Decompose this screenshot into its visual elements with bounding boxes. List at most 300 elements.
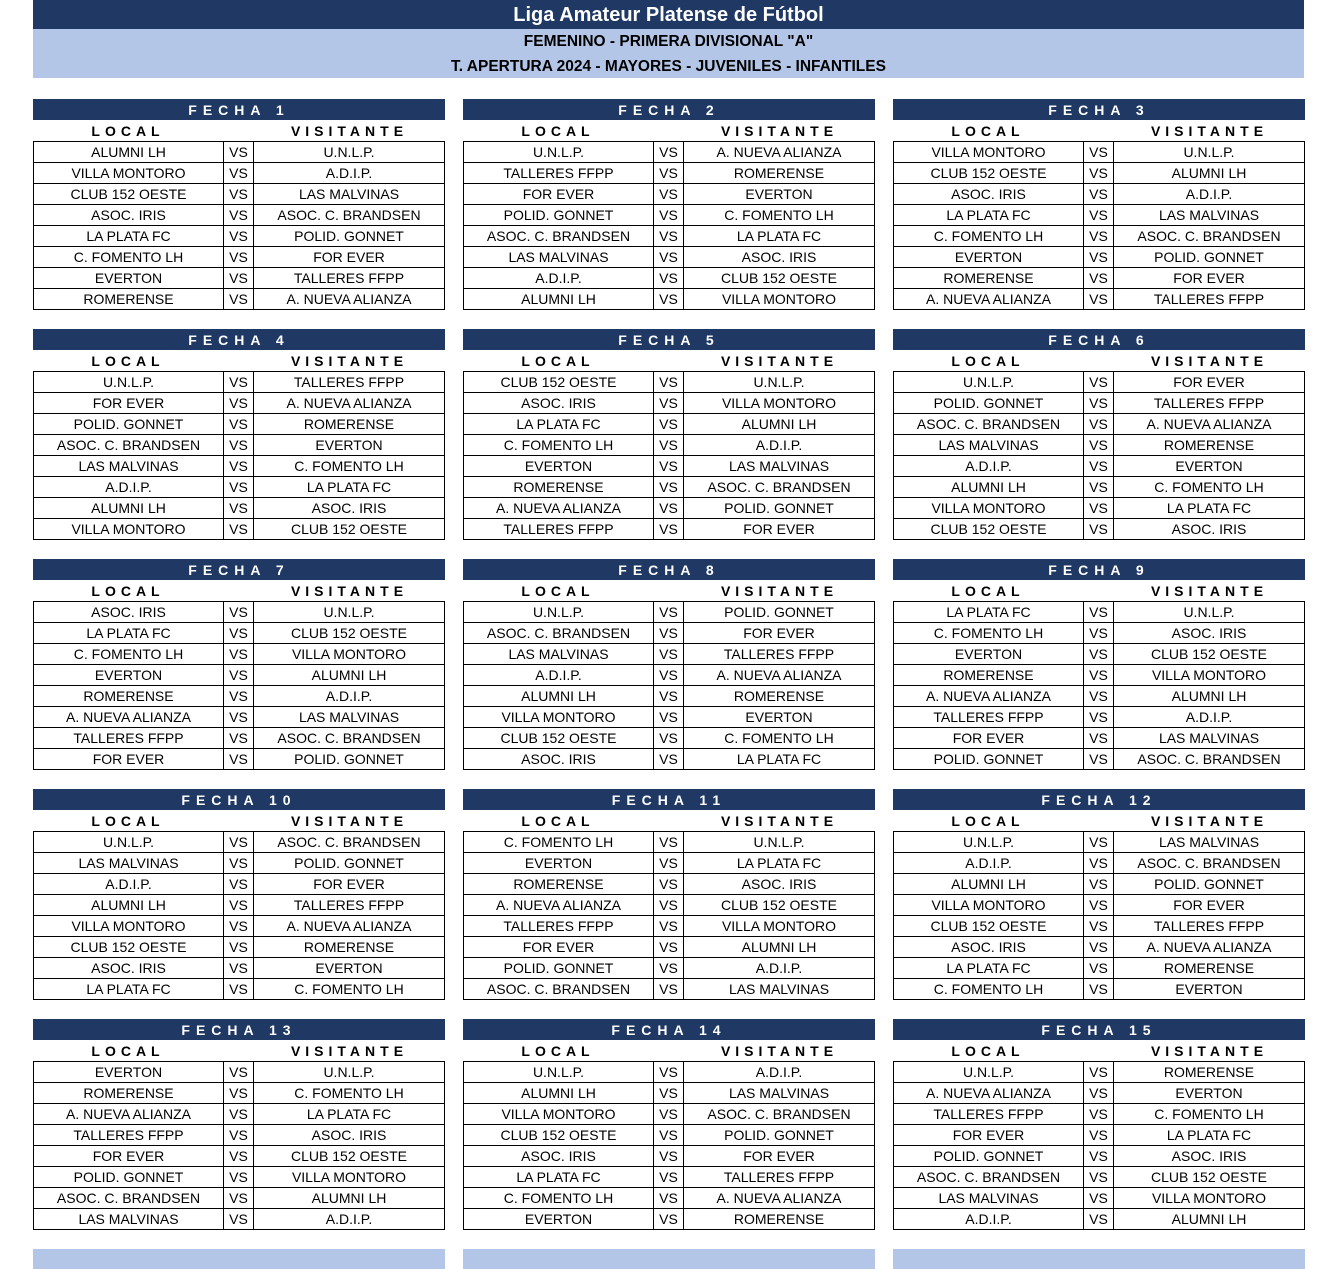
fecha-title: FECHA 2 xyxy=(463,99,875,120)
visiting-team: ROMERENSE xyxy=(684,686,875,707)
match-row xyxy=(34,1104,445,1125)
local-team: U.N.L.P. xyxy=(34,832,224,853)
fecha-title: FECHA 13 xyxy=(33,1019,445,1040)
visiting-team: ASOC. C. BRANDSEN xyxy=(1114,853,1305,874)
visiting-team: EVERTON xyxy=(1114,1083,1305,1104)
visiting-team: TALLERES FFPP xyxy=(254,895,445,916)
visiting-team: TALLERES FFPP xyxy=(1114,393,1305,414)
fecha-title: FECHA 1 xyxy=(33,99,445,120)
local-team: ASOC. IRIS xyxy=(464,393,654,414)
match-row xyxy=(464,832,875,853)
vs-label: VS xyxy=(1084,1188,1114,1209)
visiting-team: A.D.I.P. xyxy=(684,435,875,456)
visiting-team: C. FOMENTO LH xyxy=(254,1083,445,1104)
match-row xyxy=(894,728,1305,749)
local-team: A. NUEVA ALIANZA xyxy=(464,498,654,519)
local-team: TALLERES FFPP xyxy=(464,163,654,184)
local-team: VILLA MONTORO xyxy=(894,142,1084,163)
visiting-team: ASOC. C. BRANDSEN xyxy=(254,205,445,226)
visitante-header: VISITANTE xyxy=(1150,813,1269,829)
vs-label: VS xyxy=(1084,728,1114,749)
vs-label: VS xyxy=(1084,937,1114,958)
match-row xyxy=(894,456,1305,477)
local-header: LOCAL xyxy=(91,353,165,369)
vs-label: VS xyxy=(224,142,254,163)
fecha-title: FECHA 12 xyxy=(893,789,1305,810)
fecha-title: FECHA 8 xyxy=(463,559,875,580)
match-row xyxy=(464,958,875,979)
visiting-team: TALLERES FFPP xyxy=(684,1167,875,1188)
local-team: C. FOMENTO LH xyxy=(894,979,1084,1000)
visiting-team: A. NUEVA ALIANZA xyxy=(684,665,875,686)
vs-label: VS xyxy=(654,184,684,205)
visiting-team: C. FOMENTO LH xyxy=(254,979,445,1000)
fecha-block xyxy=(463,789,875,1000)
match-row xyxy=(34,602,445,623)
vs-label: VS xyxy=(224,1188,254,1209)
match-row xyxy=(34,268,445,289)
local-team: A. NUEVA ALIANZA xyxy=(464,895,654,916)
vs-label: VS xyxy=(654,1167,684,1188)
vs-label: VS xyxy=(224,916,254,937)
local-team: A.D.I.P. xyxy=(894,1209,1084,1230)
local-team: U.N.L.P. xyxy=(894,372,1084,393)
match-row xyxy=(894,247,1305,268)
match-row xyxy=(464,916,875,937)
local-team: TALLERES FFPP xyxy=(894,1104,1084,1125)
visiting-team: TALLERES FFPP xyxy=(254,372,445,393)
footer-band xyxy=(33,1249,445,1269)
visiting-team: LA PLATA FC xyxy=(684,853,875,874)
matches-table xyxy=(463,831,875,1000)
visiting-team: ROMERENSE xyxy=(1114,1062,1305,1083)
local-team: CLUB 152 OESTE xyxy=(464,728,654,749)
vs-label: VS xyxy=(224,707,254,728)
local-team: FOR EVER xyxy=(34,1146,224,1167)
match-row xyxy=(464,163,875,184)
matches-table xyxy=(893,601,1305,770)
visitante-header: VISITANTE xyxy=(1150,353,1269,369)
local-team: EVERTON xyxy=(34,1062,224,1083)
visiting-team: ALUMNI LH xyxy=(1114,163,1305,184)
visiting-team: A.D.I.P. xyxy=(254,163,445,184)
visiting-team: ASOC. C. BRANDSEN xyxy=(1114,226,1305,247)
vs-label: VS xyxy=(1084,393,1114,414)
visiting-team: ASOC. C. BRANDSEN xyxy=(254,832,445,853)
visitante-header: VISITANTE xyxy=(720,123,839,139)
local-team: POLID. GONNET xyxy=(894,1146,1084,1167)
vs-label: VS xyxy=(654,1083,684,1104)
vs-label: VS xyxy=(1084,665,1114,686)
visiting-team: ALUMNI LH xyxy=(684,937,875,958)
local-team: TALLERES FFPP xyxy=(894,707,1084,728)
match-row xyxy=(464,1209,875,1230)
fecha-title: FECHA 4 xyxy=(33,329,445,350)
local-team: ROMERENSE xyxy=(894,665,1084,686)
match-row xyxy=(894,414,1305,435)
match-row xyxy=(894,979,1305,1000)
vs-label: VS xyxy=(654,853,684,874)
match-row xyxy=(34,289,445,310)
vs-label: VS xyxy=(1084,205,1114,226)
vs-label: VS xyxy=(1084,372,1114,393)
match-row xyxy=(894,477,1305,498)
vs-label: VS xyxy=(1084,289,1114,310)
visiting-team: U.N.L.P. xyxy=(684,832,875,853)
visiting-team: A. NUEVA ALIANZA xyxy=(1114,937,1305,958)
vs-label: VS xyxy=(224,1083,254,1104)
fecha-block xyxy=(893,1019,1305,1230)
vs-label: VS xyxy=(654,519,684,540)
local-team: VILLA MONTORO xyxy=(894,498,1084,519)
local-team: CLUB 152 OESTE xyxy=(464,1125,654,1146)
vs-label: VS xyxy=(1084,435,1114,456)
vs-label: VS xyxy=(1084,895,1114,916)
vs-label: VS xyxy=(224,958,254,979)
local-team: ASOC. C. BRANDSEN xyxy=(894,414,1084,435)
local-team: ASOC. IRIS xyxy=(894,937,1084,958)
visiting-team: ALUMNI LH xyxy=(1114,1209,1305,1230)
league-title: Liga Amateur Platense de Fútbol xyxy=(33,0,1304,29)
visiting-team: FOR EVER xyxy=(1114,895,1305,916)
visiting-team: VILLA MONTORO xyxy=(684,289,875,310)
local-team: U.N.L.P. xyxy=(894,832,1084,853)
vs-label: VS xyxy=(224,498,254,519)
local-team: LA PLATA FC xyxy=(894,602,1084,623)
local-team: CLUB 152 OESTE xyxy=(894,163,1084,184)
match-row xyxy=(34,435,445,456)
visiting-team: ASOC. IRIS xyxy=(684,247,875,268)
visiting-team: ASOC. IRIS xyxy=(1114,1146,1305,1167)
vs-label: VS xyxy=(224,665,254,686)
local-header: LOCAL xyxy=(521,353,595,369)
vs-label: VS xyxy=(654,623,684,644)
vs-label: VS xyxy=(654,372,684,393)
match-row xyxy=(464,184,875,205)
local-team: A. NUEVA ALIANZA xyxy=(894,1083,1084,1104)
match-row xyxy=(464,1188,875,1209)
local-header: LOCAL xyxy=(91,813,165,829)
vs-label: VS xyxy=(654,979,684,1000)
match-row xyxy=(894,163,1305,184)
local-header: LOCAL xyxy=(951,353,1025,369)
vs-label: VS xyxy=(654,393,684,414)
vs-label: VS xyxy=(654,498,684,519)
header-band xyxy=(33,29,1304,78)
match-row xyxy=(894,268,1305,289)
local-team: EVERTON xyxy=(34,268,224,289)
visiting-team: C. FOMENTO LH xyxy=(254,456,445,477)
local-team: C. FOMENTO LH xyxy=(894,623,1084,644)
visiting-team: A. NUEVA ALIANZA xyxy=(684,142,875,163)
local-team: CLUB 152 OESTE xyxy=(464,372,654,393)
match-row xyxy=(34,728,445,749)
match-row xyxy=(34,226,445,247)
match-row xyxy=(464,498,875,519)
match-row xyxy=(464,707,875,728)
vs-label: VS xyxy=(224,895,254,916)
visiting-team: VILLA MONTORO xyxy=(684,393,875,414)
visiting-team: A.D.I.P. xyxy=(684,958,875,979)
local-team: POLID. GONNET xyxy=(894,749,1084,770)
match-row xyxy=(34,184,445,205)
column-headers xyxy=(33,580,445,601)
visiting-team: LAS MALVINAS xyxy=(684,456,875,477)
match-row xyxy=(34,1167,445,1188)
matches-table xyxy=(463,601,875,770)
local-team: CLUB 152 OESTE xyxy=(894,519,1084,540)
visiting-team: ALUMNI LH xyxy=(1114,686,1305,707)
match-row xyxy=(34,372,445,393)
vs-label: VS xyxy=(1084,226,1114,247)
column-headers xyxy=(33,120,445,141)
visiting-team: LAS MALVINAS xyxy=(684,979,875,1000)
match-row xyxy=(894,958,1305,979)
visiting-team: LAS MALVINAS xyxy=(1114,832,1305,853)
visiting-team: C. FOMENTO LH xyxy=(1114,477,1305,498)
local-team: A.D.I.P. xyxy=(34,874,224,895)
vs-label: VS xyxy=(1084,979,1114,1000)
visiting-team: ROMERENSE xyxy=(1114,958,1305,979)
visiting-team: LA PLATA FC xyxy=(254,1104,445,1125)
local-team: POLID. GONNET xyxy=(34,414,224,435)
vs-label: VS xyxy=(1084,1125,1114,1146)
vs-label: VS xyxy=(224,268,254,289)
match-row xyxy=(34,1062,445,1083)
footer-band xyxy=(463,1249,875,1269)
visiting-team: LA PLATA FC xyxy=(1114,498,1305,519)
vs-label: VS xyxy=(654,414,684,435)
vs-label: VS xyxy=(654,1104,684,1125)
matches-table xyxy=(463,371,875,540)
vs-label: VS xyxy=(224,1146,254,1167)
vs-label: VS xyxy=(654,142,684,163)
vs-label: VS xyxy=(224,289,254,310)
match-row xyxy=(464,686,875,707)
match-row xyxy=(894,1188,1305,1209)
match-row xyxy=(34,393,445,414)
local-team: POLID. GONNET xyxy=(34,1167,224,1188)
visiting-team: A. NUEVA ALIANZA xyxy=(254,289,445,310)
vs-label: VS xyxy=(224,247,254,268)
visiting-team: LAS MALVINAS xyxy=(254,707,445,728)
matches-table xyxy=(893,1061,1305,1230)
column-headers xyxy=(463,1040,875,1061)
visiting-team: ASOC. C. BRANDSEN xyxy=(1114,749,1305,770)
visitante-header: VISITANTE xyxy=(290,123,409,139)
local-team: LA PLATA FC xyxy=(464,414,654,435)
vs-label: VS xyxy=(654,163,684,184)
local-team: ALUMNI LH xyxy=(464,686,654,707)
match-row xyxy=(894,435,1305,456)
fecha-title: FECHA 6 xyxy=(893,329,1305,350)
vs-label: VS xyxy=(224,226,254,247)
match-row xyxy=(34,414,445,435)
match-row xyxy=(464,1146,875,1167)
match-row xyxy=(894,205,1305,226)
match-row xyxy=(34,874,445,895)
local-team: LAS MALVINAS xyxy=(464,247,654,268)
local-team: TALLERES FFPP xyxy=(34,1125,224,1146)
visiting-team: ASOC. IRIS xyxy=(1114,623,1305,644)
match-row xyxy=(464,142,875,163)
visitante-header: VISITANTE xyxy=(1150,123,1269,139)
visitante-header: VISITANTE xyxy=(720,1043,839,1059)
visiting-team: FOR EVER xyxy=(254,874,445,895)
local-team: ASOC. C. BRANDSEN xyxy=(34,435,224,456)
visitante-header: VISITANTE xyxy=(1150,583,1269,599)
match-row xyxy=(894,686,1305,707)
matches-table xyxy=(33,1061,445,1230)
footer-band xyxy=(893,1249,1305,1269)
fecha-block xyxy=(33,559,445,770)
matches-table xyxy=(893,831,1305,1000)
visiting-team: A. NUEVA ALIANZA xyxy=(254,916,445,937)
local-team: FOR EVER xyxy=(464,184,654,205)
match-row xyxy=(34,979,445,1000)
visiting-team: ROMERENSE xyxy=(684,163,875,184)
tournament-subtitle: T. APERTURA 2024 - MAYORES - JUVENILES - INFANTILES xyxy=(451,58,886,75)
match-row xyxy=(464,623,875,644)
local-team: LAS MALVINAS xyxy=(34,1209,224,1230)
local-team: A.D.I.P. xyxy=(894,456,1084,477)
local-team: C. FOMENTO LH xyxy=(34,247,224,268)
match-row xyxy=(464,1083,875,1104)
local-team: ALUMNI LH xyxy=(34,895,224,916)
match-row xyxy=(34,163,445,184)
vs-label: VS xyxy=(654,226,684,247)
match-row xyxy=(34,665,445,686)
visitante-header: VISITANTE xyxy=(1150,1043,1269,1059)
local-team: ROMERENSE xyxy=(464,874,654,895)
vs-label: VS xyxy=(224,1104,254,1125)
fecha-title: FECHA 7 xyxy=(33,559,445,580)
vs-label: VS xyxy=(224,477,254,498)
column-headers xyxy=(33,1040,445,1061)
match-row xyxy=(894,665,1305,686)
match-row xyxy=(894,1146,1305,1167)
vs-label: VS xyxy=(224,456,254,477)
vs-label: VS xyxy=(1084,749,1114,770)
match-row xyxy=(464,205,875,226)
local-team: ASOC. IRIS xyxy=(464,749,654,770)
match-row xyxy=(34,937,445,958)
local-team: LA PLATA FC xyxy=(894,958,1084,979)
vs-label: VS xyxy=(1084,853,1114,874)
column-headers xyxy=(463,120,875,141)
local-team: U.N.L.P. xyxy=(34,372,224,393)
vs-label: VS xyxy=(1084,644,1114,665)
match-row xyxy=(894,749,1305,770)
local-team: ASOC. IRIS xyxy=(894,184,1084,205)
local-header: LOCAL xyxy=(951,1043,1025,1059)
vs-label: VS xyxy=(1084,916,1114,937)
vs-label: VS xyxy=(224,184,254,205)
local-team: LAS MALVINAS xyxy=(34,456,224,477)
visiting-team: CLUB 152 OESTE xyxy=(254,519,445,540)
visitante-header: VISITANTE xyxy=(720,813,839,829)
visiting-team: POLID. GONNET xyxy=(254,226,445,247)
local-team: TALLERES FFPP xyxy=(34,728,224,749)
visiting-team: A. NUEVA ALIANZA xyxy=(684,1188,875,1209)
local-header: LOCAL xyxy=(951,123,1025,139)
local-team: A. NUEVA ALIANZA xyxy=(34,707,224,728)
vs-label: VS xyxy=(224,644,254,665)
match-row xyxy=(464,937,875,958)
match-row xyxy=(894,142,1305,163)
matches-table xyxy=(463,1061,875,1230)
visitante-header: VISITANTE xyxy=(290,813,409,829)
vs-label: VS xyxy=(224,749,254,770)
visiting-team: EVERTON xyxy=(1114,456,1305,477)
local-team: ALUMNI LH xyxy=(34,142,224,163)
visitante-header: VISITANTE xyxy=(290,583,409,599)
visiting-team: LAS MALVINAS xyxy=(684,1083,875,1104)
visiting-team: VILLA MONTORO xyxy=(684,916,875,937)
visiting-team: TALLERES FFPP xyxy=(1114,916,1305,937)
visiting-team: TALLERES FFPP xyxy=(254,268,445,289)
match-row xyxy=(34,644,445,665)
visiting-team: POLID. GONNET xyxy=(684,498,875,519)
vs-label: VS xyxy=(1084,686,1114,707)
vs-label: VS xyxy=(654,749,684,770)
local-team: ROMERENSE xyxy=(894,268,1084,289)
local-team: C. FOMENTO LH xyxy=(894,226,1084,247)
visiting-team: C. FOMENTO LH xyxy=(1114,1104,1305,1125)
vs-label: VS xyxy=(654,1209,684,1230)
visiting-team: CLUB 152 OESTE xyxy=(254,623,445,644)
match-row xyxy=(894,937,1305,958)
vs-label: VS xyxy=(1084,163,1114,184)
column-headers xyxy=(33,350,445,371)
local-team: C. FOMENTO LH xyxy=(464,832,654,853)
fecha-title: FECHA 11 xyxy=(463,789,875,810)
local-team: A.D.I.P. xyxy=(894,853,1084,874)
visiting-team: CLUB 152 OESTE xyxy=(1114,1167,1305,1188)
column-headers xyxy=(893,350,1305,371)
match-row xyxy=(34,832,445,853)
visiting-team: ALUMNI LH xyxy=(254,1188,445,1209)
match-row xyxy=(894,1104,1305,1125)
vs-label: VS xyxy=(654,895,684,916)
local-team: CLUB 152 OESTE xyxy=(34,184,224,205)
local-team: U.N.L.P. xyxy=(894,1062,1084,1083)
local-team: A.D.I.P. xyxy=(34,477,224,498)
visiting-team: ASOC. C. BRANDSEN xyxy=(254,728,445,749)
match-row xyxy=(464,1104,875,1125)
visiting-team: A.D.I.P. xyxy=(1114,707,1305,728)
local-team: C. FOMENTO LH xyxy=(464,435,654,456)
local-header: LOCAL xyxy=(91,583,165,599)
match-row xyxy=(464,226,875,247)
match-row xyxy=(34,142,445,163)
vs-label: VS xyxy=(224,1125,254,1146)
vs-label: VS xyxy=(224,728,254,749)
vs-label: VS xyxy=(224,414,254,435)
local-team: ROMERENSE xyxy=(34,289,224,310)
match-row xyxy=(34,498,445,519)
local-team: LAS MALVINAS xyxy=(34,853,224,874)
column-headers xyxy=(463,350,875,371)
match-row xyxy=(34,749,445,770)
vs-label: VS xyxy=(224,623,254,644)
local-team: A.D.I.P. xyxy=(464,268,654,289)
vs-label: VS xyxy=(654,665,684,686)
match-row xyxy=(894,1083,1305,1104)
vs-label: VS xyxy=(654,686,684,707)
match-row xyxy=(34,958,445,979)
vs-label: VS xyxy=(1084,958,1114,979)
